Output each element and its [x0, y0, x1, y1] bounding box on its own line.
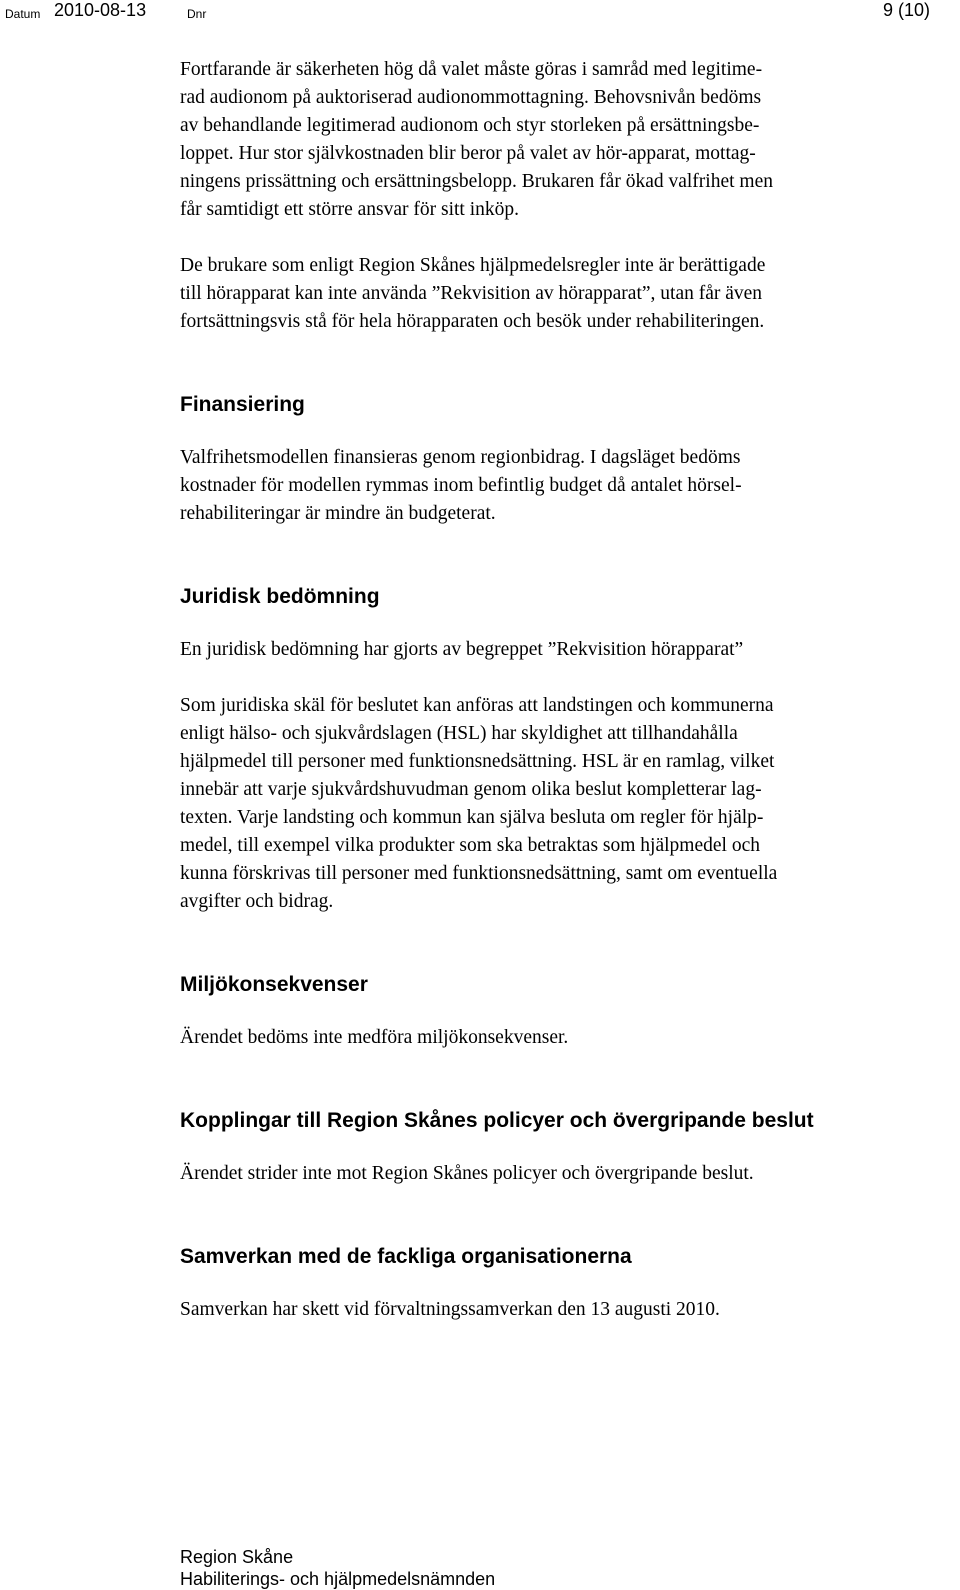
text-line: De brukare som enligt Region Skånes hjälpmedelsregler inte är berättigade: [180, 255, 766, 276]
footer-organization: Region Skåne: [180, 1547, 294, 1567]
text-line: ningens prissättning och ersättningsbelopp. Brukaren får ökad valfrihet men: [180, 171, 773, 192]
paragraph-miljo: [180, 1024, 950, 1052]
dnr-label: Dnr: [187, 7, 207, 21]
paragraph-juridisk-intro: [180, 636, 950, 664]
text-line: Fortfarande är säkerheten hög då valet måste göras i samråd med legitime-: [180, 59, 763, 80]
document-body: [180, 56, 950, 1324]
text-line: innebär att varje sjukvårdshuvudman genom olika beslut kompletterar lag-: [180, 779, 762, 800]
paragraph-kopplingar: [180, 1160, 950, 1188]
text-line: Ärendet bedöms inte medföra miljökonsekvenser.: [180, 1027, 569, 1048]
paragraph-brukare: [180, 252, 950, 336]
text-line: rehabiliteringar är mindre än budgeterat.: [180, 503, 496, 524]
paragraph-finansiering: [180, 444, 950, 528]
date-label: Datum: [5, 7, 41, 21]
text-line: fortsättningsvis stå för hela hörapparaten och besök under rehabiliteringen.: [180, 311, 765, 332]
page-number: 9 (10): [882, 0, 930, 20]
text-line: Som juridiska skäl för beslutet kan anföras att landstingen och kommunerna: [180, 695, 774, 716]
text-line: hjälpmedel till personer med funktionsnedsättning. HSL är en ramlag, vilket: [180, 751, 775, 772]
paragraph-valfrihet: [180, 56, 950, 224]
text-line: Samverkan har skett vid förvaltningssamverkan den 13 augusti 2010.: [180, 1299, 720, 1320]
text-line: Valfrihetsmodellen finansieras genom regionbidrag. I dagsläget bedöms: [180, 447, 741, 468]
text-line: Ärendet strider inte mot Region Skånes policyer och övergripande beslut.: [180, 1163, 754, 1184]
paragraph-samverkan: [180, 1296, 950, 1324]
text-line: En juridisk bedömning har gjorts av begreppet ”Rekvisition hörapparat”: [180, 639, 744, 660]
footer-unit: Habiliterings- och hjälpmedelsnämnden: [180, 1569, 496, 1589]
text-line: rad audionom på auktoriserad audionommottagning. Behovsnivån bedöms: [180, 87, 762, 108]
document-date: 2010-08-13: [54, 0, 147, 20]
text-line: till hörapparat kan inte använda ”Rekvisition av hörapparat”, utan får även: [180, 283, 763, 304]
page-header: [0, 0, 960, 30]
heading-finansiering: Finansiering: [180, 393, 305, 416]
text-line: enligt hälso- och sjukvårdslagen (HSL) har skyldighet att tillhandahålla: [180, 723, 738, 744]
heading-miljo: Miljökonsekvenser: [180, 973, 368, 996]
heading-juridisk: Juridisk bedömning: [180, 585, 380, 608]
paragraph-juridisk-skal: [180, 692, 950, 916]
text-line: medel, till exempel vilka produkter som ska betraktas som hjälpmedel och: [180, 835, 760, 856]
heading-samverkan: Samverkan med de fackliga organisationerna: [180, 1245, 632, 1268]
text-line: loppet. Hur stor självkostnaden blir beror på valet av hör-apparat, mottag-: [180, 143, 756, 164]
text-line: avgifter och bidrag.: [180, 891, 334, 912]
heading-kopplingar: Kopplingar till Region Skånes policyer och övergripande beslut: [180, 1109, 814, 1132]
page-footer: [180, 1546, 950, 1590]
text-line: av behandlande legitimerad audionom och styr storleken på ersättningsbe-: [180, 115, 760, 136]
text-line: kunna förskrivas till personer med funktionsnedsättning, samt om eventuella: [180, 863, 778, 884]
text-line: texten. Varje landsting och kommun kan själva besluta om regler för hjälp-: [180, 807, 764, 828]
text-line: kostnader för modellen rymmas inom befintlig budget då antalet hörsel-: [180, 475, 742, 496]
text-line: får samtidigt ett större ansvar för sitt inköp.: [180, 199, 520, 220]
